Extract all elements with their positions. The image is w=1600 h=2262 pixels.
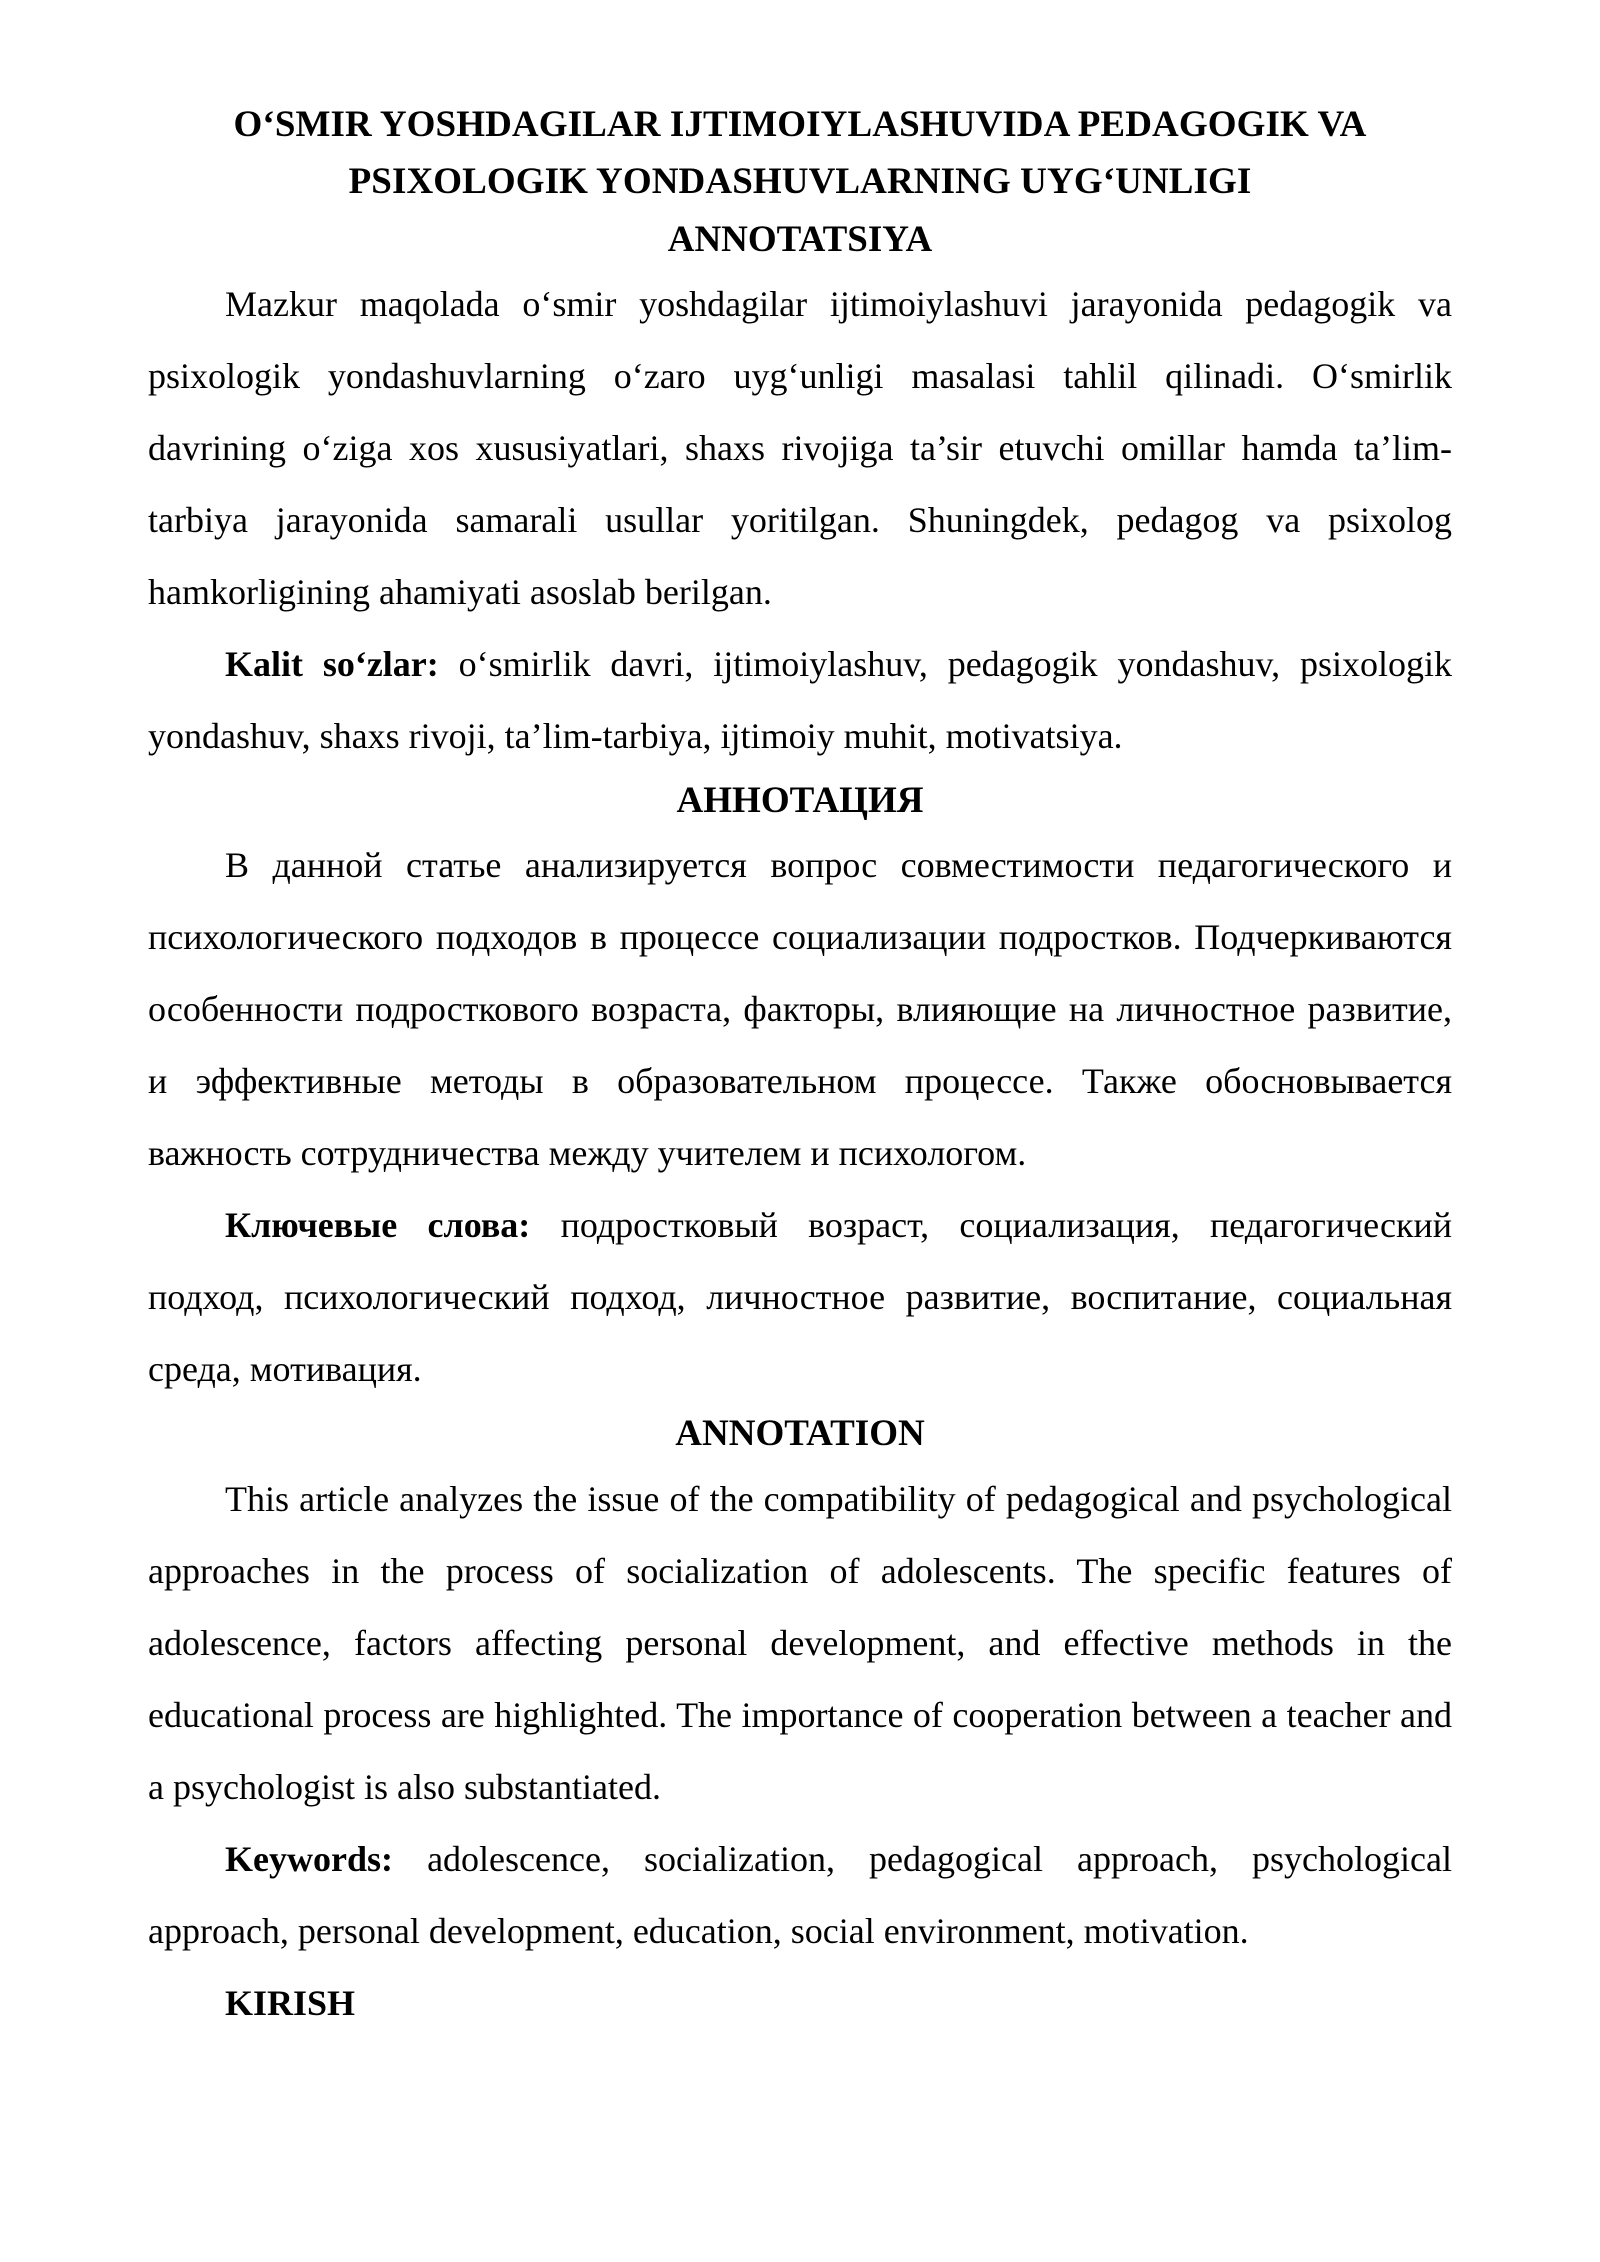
keywords-uzbek [148,628,1452,772]
keywords-uzbek-text: o‘smirlik davri, ijtimoiylashuv, pedagogik yondashuv, psixologik yondashuv, shaxs rivoji, ta’lim-tarbiya, ijtimoiy muhit, motivatsiya. [148,644,1452,757]
keywords-russian-text: подростковый возраст, социализация, педагогический подход, психологический подход, личностное развитие, воспитание, социальная среда, мотивация. [148,1205,1452,1390]
keywords-russian-label: Ключевые слова: [225,1205,531,1246]
document-content [148,96,1452,2039]
abstract-english: This article analyzes the issue of the compatibility of pedagogical and psychological approaches in the process of socialization of adolescents. The specific features of adolescence, factors affecting personal development, and effective methods in the educational process are highlighted. The importance of cooperation between a teacher and a psychologist is also substantiated. [148,1478,1452,1807]
keywords-russian [148,1189,1452,1405]
page-title [148,96,1452,211]
heading-annotation: ANNOTATION [675,1413,925,1455]
heading-annotatsiya: ANNOTATSIYA [667,218,933,260]
abstract-russian: В данной статье анализируется вопрос совместимости педагогического и психологического подходов в процессе социализации подростков. Подчеркиваются особенности подросткового возраста, факторы, влияющие на личностное развитие, и эффективные методы в образовательном процессе. Также обосновывается важность сотрудничества между учителем и психологом. [148,845,1452,1174]
keywords-english-text: adolescence, socialization, pedagogical approach, psychological approach, personal development, education, social environment, motivation. [148,1838,1452,1951]
abstract-uzbek: Mazkur maqolada o‘smir yoshdagilar ijtimoiylashuvi jarayonida pedagogik va psixologik yondashuvlarning o‘zaro uyg‘unligi masalasi tahlil qilinadi. O‘smirlik davrining o‘ziga xos xususiyatlari, shaxs rivojiga ta’sir etuvchi omillar hamda ta’lim-tarbiya jarayonida samarali usullar yoritilgan. Shuningdek, pedagog va psixolog hamkorligining ahamiyati asoslab berilgan. [148,284,1452,613]
heading-kirish: KIRISH [225,1982,356,2023]
keywords-uzbek-label: Kalit so‘zlar: [225,644,439,685]
title-line-1: O‘SMIR YOSHDAGILAR IJTIMOIYLASHUVIDA PEDAGOGIK VA [233,104,1367,145]
title-line-2: PSIXOLOGIK YONDASHUVLARNING UYG‘UNLIGI [348,161,1252,203]
heading-annotaciya: АННОТАЦИЯ [676,780,924,822]
keywords-english-label: Keywords: [225,1838,393,1879]
keywords-english [148,1823,1452,1967]
